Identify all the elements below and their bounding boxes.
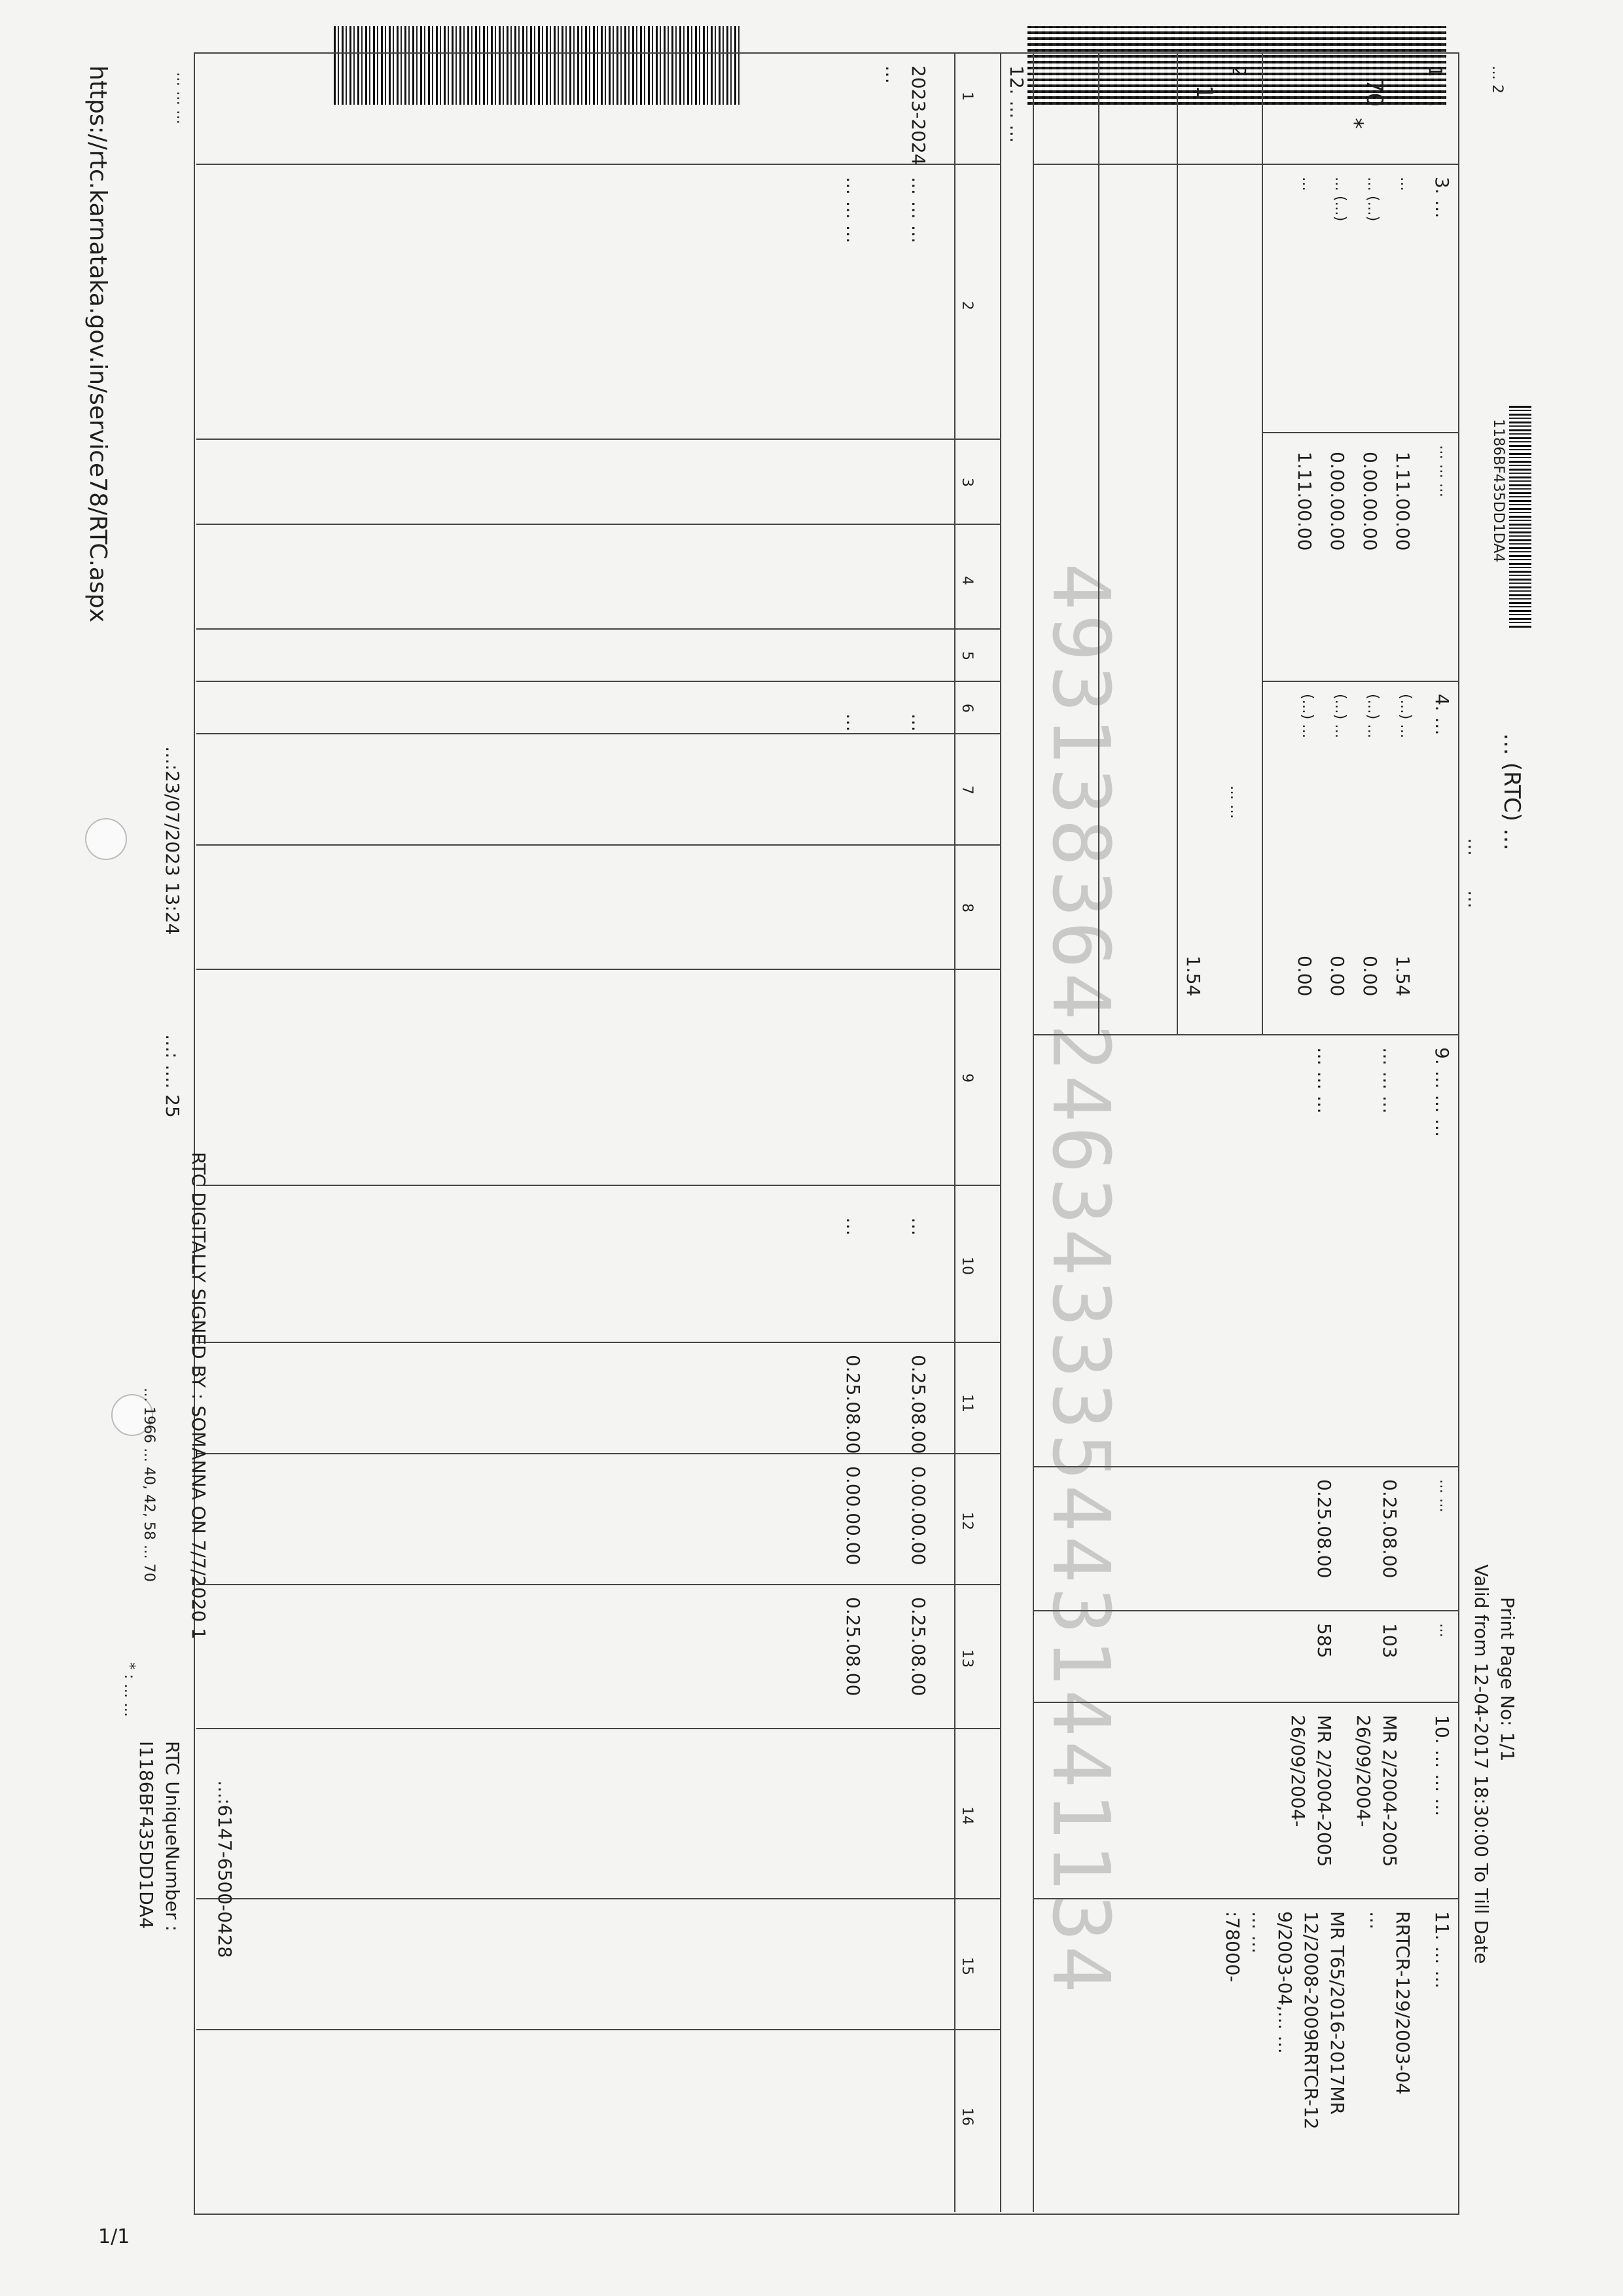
encumbrance-entry: …	[1366, 1911, 1387, 1929]
crop-col-num: 2	[959, 301, 975, 310]
encumbrance-entry: :78000-	[1222, 1911, 1243, 1982]
crop-c10: 0.25.08.00	[842, 1355, 864, 1454]
mutation-entry: 26/09/2004-	[1287, 1715, 1309, 1827]
crop-c12: 0.25.08.00	[908, 1597, 929, 1696]
village-label: …	[1464, 838, 1486, 856]
revenue-unit: … …	[1227, 785, 1243, 819]
encumbrance-entry: … …	[1248, 1911, 1270, 1954]
survey-mark: *	[1342, 118, 1368, 129]
extent-row-value: 0.00.00.00	[1327, 452, 1348, 551]
crop-col-num: 16	[959, 2108, 975, 2126]
rotated-document	[118, 26, 1544, 2278]
header-barcode	[1509, 406, 1531, 628]
page-title: … (RTC) …	[1499, 733, 1525, 851]
owner-khata: 585	[1313, 1623, 1335, 1659]
extent-row-label: … (…)	[1364, 177, 1381, 222]
revenue-row-value: 0.00	[1359, 956, 1381, 997]
revenue-row-value: 1.54	[1392, 956, 1414, 997]
revenue-row-value: 0.00	[1327, 956, 1348, 997]
crop-header: 12. … …	[1006, 65, 1027, 143]
crop-col-num: 9	[959, 1073, 975, 1083]
unique-number-label: RTC UniqueNumber :	[162, 1741, 183, 1931]
revenue-row-label: (…) …	[1364, 694, 1381, 739]
crop-col-num: 6	[959, 704, 975, 713]
crop-col-num: 12	[959, 1512, 975, 1530]
page-url: https://rtc.karnataka.gov.in/service78/RTC.aspx	[84, 65, 111, 622]
watermark-number: 4931383642463433354431441134	[1035, 563, 1126, 1997]
hissa-value: 1	[1191, 85, 1217, 99]
survey-no-label: 1. …	[1425, 65, 1446, 107]
crop-col-num: 15	[959, 1957, 975, 1975]
revenue-row-label: (…) …	[1332, 694, 1348, 739]
crop-col-num: 7	[959, 785, 975, 795]
crop-col-num: 10	[959, 1257, 975, 1275]
encumbrance-entry: MR T65/2016-2017MR	[1327, 1911, 1348, 2115]
crop-col-num: 13	[959, 1649, 975, 1668]
header-barcode-text: 1186BF435DD1DA4	[1490, 419, 1507, 563]
crop-type: …	[908, 713, 929, 732]
crop-c9: …	[908, 1217, 929, 1236]
revenue-label: 4. …	[1431, 694, 1453, 736]
owner-khata-header: …	[1436, 1623, 1453, 1638]
print-page-no: Print Page No: 1/1	[1497, 1597, 1518, 1762]
encumbrance-entry: RRTCR-129/2003-04	[1392, 1911, 1414, 2095]
crop-c12: 0.25.08.00	[842, 1597, 864, 1696]
owner-extent-header: … …	[1436, 1479, 1453, 1513]
footer-code: …:6147-6500-0428	[214, 1780, 236, 1958]
crop-col-num: 1	[959, 92, 975, 101]
extent-row-value: 0.00.00.00	[1359, 452, 1381, 551]
rtc-table	[194, 52, 1459, 2215]
digital-signature: RTC DIGITALLY SIGNED BY : SOMANNA ON 7/7/2020 1	[188, 1152, 209, 1640]
extent-label: 3. …	[1431, 177, 1453, 219]
crop-col-num: 11	[959, 1394, 975, 1412]
revenue-row-label: (…) …	[1299, 694, 1315, 739]
extent-row-label: … (…)	[1332, 177, 1348, 222]
page-fraction: 1/1	[98, 2225, 130, 2248]
extent-units: … … …	[1436, 445, 1453, 497]
crop-col-num: 14	[959, 1806, 975, 1825]
footer-note-bottom: * : … …	[121, 1662, 137, 1717]
village-value: …	[1464, 890, 1486, 908]
crop-year: 2023-2024	[908, 65, 929, 166]
crop-c11: 0.00.00.00	[908, 1466, 929, 1566]
mutation-header: 10. … … …	[1431, 1715, 1453, 1817]
extent-row-label: …	[1299, 177, 1315, 191]
unique-number-value: I1186BF435DD1DA4	[135, 1741, 157, 1929]
crop-col-num: 8	[959, 903, 975, 912]
mutation-entry: 26/09/2004-	[1353, 1715, 1374, 1827]
extent-row-value: 1.11.00.00	[1294, 452, 1315, 551]
hissa-label: 2. …	[1228, 65, 1250, 107]
footer-law: … 1966 … 40, 42, 58 … 70	[141, 1388, 157, 1582]
crop-name: … … …	[842, 177, 864, 243]
crop-col-num: 4	[959, 576, 975, 585]
crop-c10: 0.25.08.00	[908, 1355, 929, 1454]
encumbrance-header: 11. … …	[1431, 1911, 1453, 1989]
crop-c11: 0.00.00.00	[842, 1466, 864, 1566]
revenue-row-value: 0.00	[1294, 956, 1315, 997]
owner-name: … … …	[1379, 1047, 1400, 1114]
crop-type: …	[842, 713, 864, 732]
crop-season: …	[882, 65, 903, 84]
crop-name: … … …	[908, 177, 929, 243]
owner-khata: 103	[1379, 1623, 1400, 1659]
survey-no-value: 70	[1361, 79, 1387, 107]
crop-c9: …	[842, 1217, 864, 1236]
revenue-total: 1.54	[1183, 956, 1204, 997]
extent-row-label: …	[1397, 177, 1414, 191]
crop-col-num: 5	[959, 651, 975, 660]
encumbrance-entry: 9/2003-04,… …	[1274, 1911, 1296, 2054]
valid-from: Valid from 12-04-2017 18:30:00 To Till Date	[1471, 1564, 1492, 1964]
footer-fee: …: …. 25	[162, 1034, 183, 1118]
encumbrance-entry: 12/2008-2009RRTCR-12	[1300, 1911, 1322, 2130]
owner-extent: 0.25.08.00	[1379, 1479, 1400, 1579]
owner-extent: 0.25.08.00	[1313, 1479, 1335, 1579]
crop-col-num: 3	[959, 478, 975, 487]
mutation-entry: MR 2/2004-2005	[1313, 1715, 1335, 1867]
footer-note-left: … … …	[173, 72, 190, 124]
owner-name: … … …	[1313, 1047, 1335, 1114]
footer-date: …:23/07/2023 13:24	[162, 746, 183, 935]
form-number: … 2	[1489, 65, 1505, 94]
revenue-row-label: (…) …	[1397, 694, 1414, 739]
mutation-entry: MR 2/2004-2005	[1379, 1715, 1400, 1867]
page-url-wrap	[79, 65, 118, 851]
extent-row-value: 1.11.00.00	[1392, 452, 1414, 551]
owner-header: 9. … … …	[1431, 1047, 1453, 1138]
